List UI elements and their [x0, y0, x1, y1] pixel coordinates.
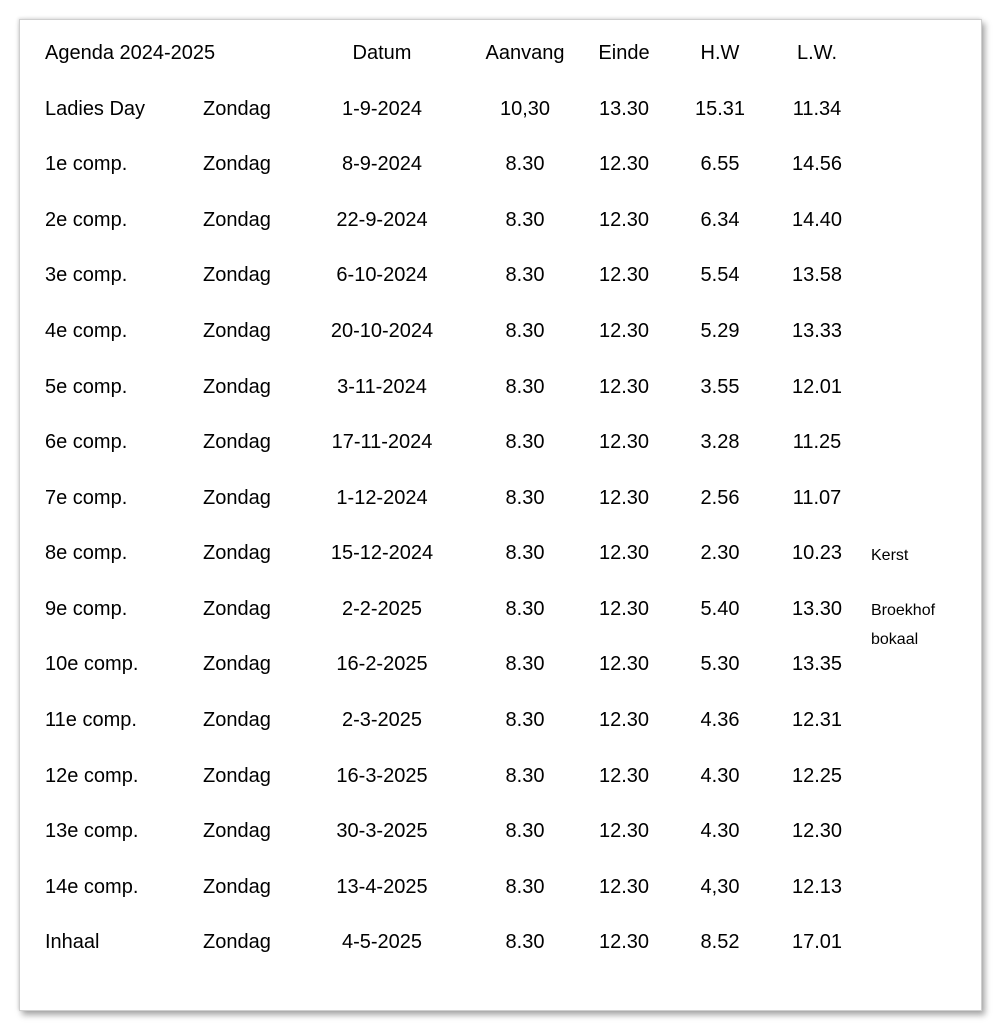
table-row: [20, 205, 981, 235]
event-day: Zondag: [203, 820, 271, 842]
event-name: 11e comp.: [45, 709, 137, 731]
event-name: 10e comp.: [45, 653, 139, 675]
event-date: 6-10-2024: [336, 264, 428, 286]
event-lw: 13.33: [791, 320, 843, 342]
table-row: [20, 372, 981, 402]
event-hw: 15.31: [694, 98, 746, 120]
event-date: 30-3-2025: [336, 820, 428, 842]
event-name: 4e comp.: [45, 320, 128, 342]
event-end: 12.30: [598, 376, 650, 398]
event-lw: 17.01: [791, 931, 843, 953]
table-row: [20, 761, 981, 791]
event-name: 6e comp.: [45, 431, 128, 453]
event-hw: 3.28: [700, 431, 740, 453]
event-end: 12.30: [598, 765, 650, 787]
event-start: 8.30: [505, 876, 545, 898]
event-day: Zondag: [203, 709, 271, 731]
event-hw: 6.34: [700, 209, 740, 231]
agenda-page: [19, 19, 982, 1011]
event-lw: 12.31: [791, 709, 843, 731]
event-date: 17-11-2024: [331, 431, 433, 453]
event-name: 1e comp.: [45, 153, 128, 175]
event-name: 12e comp.: [45, 765, 139, 787]
event-start: 8.30: [505, 264, 545, 286]
event-day: Zondag: [203, 376, 271, 398]
event-hw: 4.30: [700, 765, 740, 787]
event-end: 12.30: [598, 153, 650, 175]
column-header-hw: H.W: [700, 42, 740, 64]
event-start: 8.30: [505, 931, 545, 953]
event-end: 12.30: [598, 709, 650, 731]
event-lw: 12.01: [791, 376, 843, 398]
event-name: 9e comp.: [45, 598, 128, 620]
table-row: [20, 594, 981, 624]
event-date: 1-12-2024: [336, 487, 428, 509]
event-hw: 8.52: [700, 931, 740, 953]
event-start: 8.30: [505, 320, 545, 342]
event-lw: 14.56: [791, 153, 843, 175]
event-day: Zondag: [203, 765, 271, 787]
table-row: [20, 816, 981, 846]
event-lw: 11.25: [792, 431, 842, 453]
event-end: 13.30: [598, 98, 650, 120]
event-date: 16-3-2025: [336, 765, 428, 787]
table-row: [20, 927, 981, 957]
table-row: [20, 260, 981, 290]
event-end: 12.30: [598, 876, 650, 898]
event-lw: 13.58: [791, 264, 843, 286]
event-day: Zondag: [203, 431, 271, 453]
event-start: 8.30: [505, 431, 545, 453]
column-header-start: Aanvang: [485, 42, 565, 64]
event-lw: 11.34: [792, 98, 842, 120]
column-header-end: Einde: [598, 42, 650, 64]
event-date: 4-5-2025: [341, 931, 423, 953]
event-hw: 5.29: [700, 320, 740, 342]
note-broekhof: Broekhof: [871, 602, 936, 619]
event-lw: 13.35: [791, 653, 843, 675]
agenda-title: Agenda 2024-2025: [45, 42, 216, 64]
event-start: 8.30: [505, 765, 545, 787]
event-name: 13e comp.: [45, 820, 139, 842]
table-row: [20, 483, 981, 513]
event-end: 12.30: [598, 598, 650, 620]
event-hw: 2.30: [700, 542, 740, 564]
event-day: Zondag: [203, 153, 271, 175]
event-start: 8.30: [505, 598, 545, 620]
event-end: 12.30: [598, 264, 650, 286]
table-row: [20, 94, 981, 124]
column-header-date: Datum: [352, 42, 412, 64]
event-name: 5e comp.: [45, 376, 128, 398]
event-start: 8.30: [505, 542, 545, 564]
event-hw: 2.56: [700, 487, 740, 509]
event-hw: 4.30: [700, 820, 740, 842]
column-header-lw: L.W.: [796, 42, 837, 64]
event-name: 2e comp.: [45, 209, 128, 231]
event-day: Zondag: [203, 598, 271, 620]
table-row: [20, 872, 981, 902]
event-end: 12.30: [598, 931, 650, 953]
event-lw: 10.23: [791, 542, 843, 564]
event-date: 13-4-2025: [336, 876, 428, 898]
note-bokaal: bokaal: [871, 631, 919, 648]
event-lw: 12.30: [791, 820, 843, 842]
event-date: 20-10-2024: [330, 320, 434, 342]
event-start: 8.30: [505, 820, 545, 842]
event-end: 12.30: [598, 653, 650, 675]
event-start: 8.30: [505, 153, 545, 175]
event-end: 12.30: [598, 320, 650, 342]
event-day: Zondag: [203, 876, 271, 898]
table-row: [20, 427, 981, 457]
event-lw: 14.40: [791, 209, 843, 231]
event-end: 12.30: [598, 209, 650, 231]
event-start: 8.30: [505, 709, 545, 731]
event-hw: 5.54: [700, 264, 740, 286]
event-name: 3e comp.: [45, 264, 128, 286]
event-end: 12.30: [598, 431, 650, 453]
event-lw: 13.30: [791, 598, 843, 620]
table-row: [20, 316, 981, 346]
event-hw: 5.40: [700, 598, 740, 620]
event-day: Zondag: [203, 487, 271, 509]
header-row: [20, 38, 981, 68]
event-hw: 4.36: [700, 709, 740, 731]
event-day: Zondag: [203, 98, 271, 120]
event-name: Inhaal: [45, 931, 100, 953]
event-start: 8.30: [505, 487, 545, 509]
event-start: 10,30: [499, 98, 551, 120]
event-hw: 6.55: [700, 153, 740, 175]
event-date: 2-3-2025: [341, 709, 423, 731]
event-start: 8.30: [505, 209, 545, 231]
event-date: 1-9-2024: [341, 98, 423, 120]
table-row: [20, 538, 981, 568]
event-day: Zondag: [203, 320, 271, 342]
event-hw: 5.30: [700, 653, 740, 675]
event-day: Zondag: [203, 264, 271, 286]
event-lw: 12.25: [791, 765, 843, 787]
event-start: 8.30: [505, 376, 545, 398]
event-end: 12.30: [598, 487, 650, 509]
event-name: Ladies Day: [45, 98, 146, 120]
event-hw: 3.55: [700, 376, 740, 398]
event-day: Zondag: [203, 931, 271, 953]
event-day: Zondag: [203, 653, 271, 675]
event-date: 2-2-2025: [341, 598, 423, 620]
event-name: 14e comp.: [45, 876, 139, 898]
event-name: 7e comp.: [45, 487, 128, 509]
event-end: 12.30: [598, 542, 650, 564]
event-date: 15-12-2024: [330, 542, 434, 564]
event-date: 16-2-2025: [336, 653, 428, 675]
event-lw: 11.07: [792, 487, 842, 509]
event-date: 3-11-2024: [337, 376, 427, 398]
table-row: [20, 705, 981, 735]
note-kerst: Kerst: [871, 547, 909, 564]
table-row: [20, 149, 981, 179]
event-end: 12.30: [598, 820, 650, 842]
event-day: Zondag: [203, 209, 271, 231]
event-start: 8.30: [505, 653, 545, 675]
event-lw: 12.13: [791, 876, 843, 898]
event-day: Zondag: [203, 542, 271, 564]
table-row: [20, 649, 981, 679]
event-date: 8-9-2024: [341, 153, 423, 175]
event-date: 22-9-2024: [336, 209, 428, 231]
event-name: 8e comp.: [45, 542, 128, 564]
event-hw: 4,30: [700, 876, 740, 898]
